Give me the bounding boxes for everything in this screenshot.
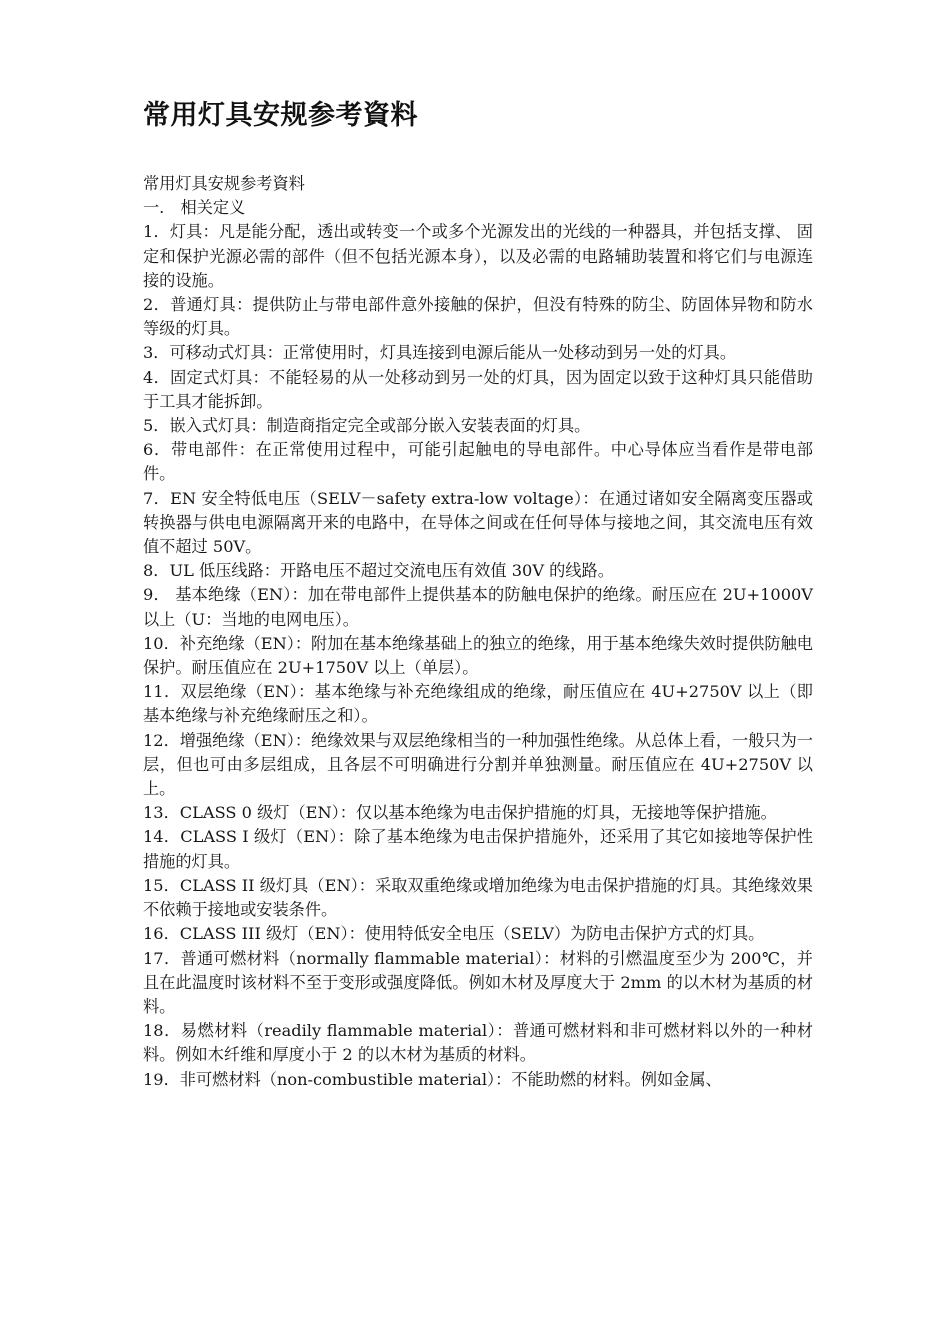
document-body — [143, 172, 813, 1092]
definition-paragraph: 17．普通可燃材料（normally flammable material）：材料的引燃温度至少为 200℃，并且在此温度时该材料不至于变形或强度降低。例如木材及厚度大于 2mm 的以木材为基质的材料。 — [143, 948, 813, 1016]
definition-paragraph: 12．增强绝缘（EN）：绝缘效果与双层绝缘相当的一种加强性绝缘。从总体上看，一般只为一层，但也可由多层组成，且各层不可明确进行分割并单独测量。耐压值应在 4U+2750V 以上。 — [143, 730, 813, 799]
document-title: 常用灯具安规参考資料 — [143, 100, 418, 131]
definition-paragraph: 6．带电部件：在正常使用过程中，可能引起触电的导电部件。中心导体应当看作是带电部件。 — [143, 440, 813, 484]
definition-paragraph: 1．灯具：凡是能分配，透出或转变一个或多个光源发出的光线的一种器具，并包括支撑、 固定和保护光源必需的部件（但不包括光源本身），以及必需的电路辅助装置和将它们与电源连接的设施。 — [143, 222, 813, 290]
definition-paragraph: 2．普通灯具：提供防止与带电部件意外接触的保护，但没有特殊的防尘、防固体异物和防水等级的灯具。 — [143, 295, 813, 339]
section-heading-definitions: 一. 相关定义 — [143, 198, 246, 218]
definition-paragraph: 11．双层绝缘（EN）：基本绝缘与补充绝缘组成的绝缘，耐压值应在 4U+2750V 以上（即基本绝缘与补充绝缘耐压之和）。 — [143, 682, 813, 726]
definition-paragraph: 5．嵌入式灯具：制造商指定完全或部分嵌入安装表面的灯具。 — [143, 416, 591, 436]
definition-paragraph: 18．易燃材料（readily flammable material）：普通可燃材料和非可燃材料以外的一种材料。例如木纤维和厚度小于 2 的以木材为基质的材料。 — [143, 1021, 813, 1065]
definition-paragraph: 4．固定式灯具：不能轻易的从一处移动到另一处的灯具，因为固定以致于这种灯具只能借助于工具才能拆卸。 — [143, 367, 813, 411]
definition-paragraph: 3．可移动式灯具：正常使用时，灯具连接到电源后能从一处移动到另一处的灯具。 — [143, 343, 737, 363]
definition-paragraph: 16．CLASS III 级灯（EN）：使用特低安全电压（SELV）为防电击保护方式的灯具。 — [143, 924, 765, 944]
definition-paragraph: 8．UL 低压线路：开路电压不超过交流电压有效值 30V 的线路。 — [143, 561, 614, 581]
definition-paragraph: 10．补充绝缘（EN）：附加在基本绝缘基础上的独立的绝缘，用于基本绝缘失效时提供防触电保护。耐压值应在 2U+1750V 以上（单层）。 — [143, 633, 813, 678]
definition-paragraph: 15．CLASS II 级灯具（EN）：采取双重绝缘或增加绝缘为电击保护措施的灯具。其绝缘效果不依赖于接地或安装条件。 — [143, 875, 813, 920]
definition-paragraph: 19．非可燃材料（non-combustible material）：不能助燃的材料。例如金属、 — [143, 1069, 722, 1089]
definition-paragraph: 7．EN 安全特低电压（SELV－safety extra-low voltage）：在通过诸如安全隔离变压器或转换器与供电电源隔离开来的电路中，在导体之间或在任何导体与接地之间，其交流电压有效值不超过 50V。 — [143, 488, 813, 557]
definition-paragraph: 14．CLASS I 级灯（EN）：除了基本绝缘为电击保护措施外，还采用了其它如接地等保护性措施的灯具。 — [143, 827, 813, 871]
definition-paragraph: 9． 基本绝缘（EN）：加在带电部件上提供基本的防触电保护的绝缘。耐压应在 2U+1000V 以上（U：当地的电网电压）。 — [143, 585, 813, 629]
definition-paragraph: 13．CLASS 0 级灯（EN）：仅以基本绝缘为电击保护措施的灯具，无接地等保护措施。 — [143, 803, 777, 823]
subtitle-paragraph: 常用灯具安规参考資料 — [143, 174, 305, 193]
